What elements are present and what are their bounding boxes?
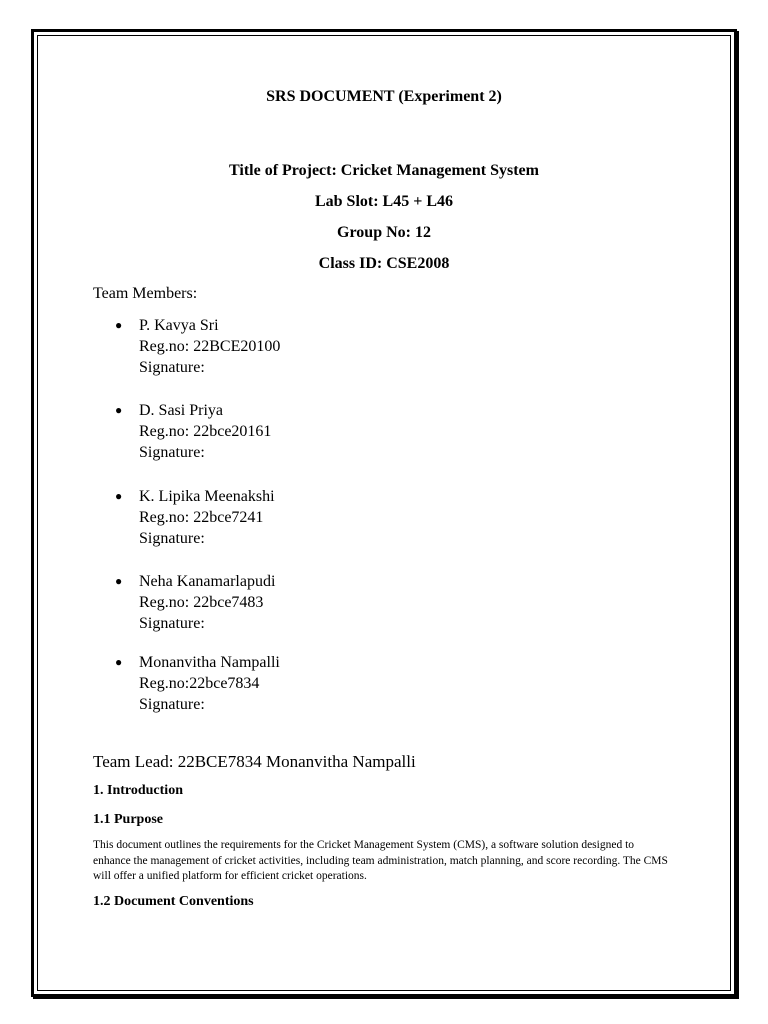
group-no: Group No: 12 (337, 224, 431, 241)
member-reg: Reg.no: 22bce7483 (139, 594, 264, 611)
member-name: Monanvitha Nampalli (139, 654, 280, 671)
member-signature: Signature: (139, 530, 205, 547)
document-title: SRS DOCUMENT (Experiment 2) (266, 88, 502, 105)
section-heading-purpose: 1.1 Purpose (93, 812, 163, 827)
bullet-icon: ● (115, 318, 123, 332)
member-signature: Signature: (139, 696, 205, 713)
member-name: P. Kavya Sri (139, 317, 219, 334)
bullet-icon: ● (115, 655, 123, 669)
lab-slot: Lab Slot: L45 + L46 (314, 193, 454, 210)
member-name: D. Sasi Priya (139, 402, 223, 419)
section-heading-introduction: 1. Introduction (93, 783, 183, 798)
bullet-icon: ● (115, 403, 123, 417)
purpose-paragraph: This document outlines the requirements for the Cricket Management System (CMS), a software solution designed to enhance the management of cricket activities, including team administration, match planning, and score recording. The CMS will offer a unified platform for efficient cricket operations. (93, 839, 668, 882)
bullet-icon: ● (115, 574, 123, 588)
project-title: Title of Project: Cricket Management System (229, 162, 539, 179)
member-signature: Signature: (139, 359, 205, 376)
member-reg: Reg.no: 22BCE20100 (139, 338, 281, 355)
class-id: Class ID: CSE2008 (318, 255, 450, 272)
member-reg: Reg.no: 22bce7241 (139, 509, 264, 526)
member-name: Neha Kanamarlapudi (139, 573, 276, 590)
member-signature: Signature: (139, 444, 205, 461)
member-name: K. Lipika Meenakshi (139, 488, 275, 505)
team-lead: Team Lead: 22BCE7834 Monanvitha Nampalli (93, 752, 416, 771)
member-reg: Reg.no: 22bce20161 (139, 423, 272, 440)
member-reg: Reg.no:22bce7834 (139, 675, 260, 692)
team-members-label: Team Members: (93, 285, 198, 302)
member-signature: Signature: (139, 615, 205, 632)
section-heading-conventions: 1.2 Document Conventions (93, 894, 254, 909)
bullet-icon: ● (115, 489, 123, 503)
